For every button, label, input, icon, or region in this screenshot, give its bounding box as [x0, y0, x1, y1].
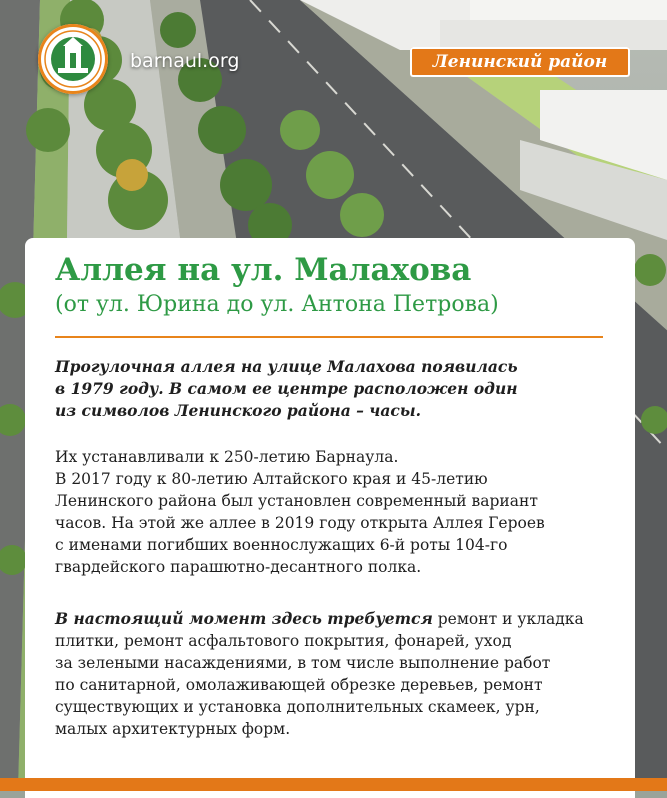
text-line: из символов Ленинского района – часы. [55, 401, 422, 420]
text-line: В 2017 году к 80-летию Алтайского края и 45-летию [55, 470, 488, 488]
text-line: существующих и установка дополнительных скамеек, урн, [55, 698, 540, 716]
text-line [55, 608, 615, 630]
city-logo[interactable] [38, 24, 108, 94]
text-line: малых архитектурных форм. [55, 720, 291, 738]
barnaul-coat-of-arms-icon [38, 24, 108, 94]
divider [55, 336, 603, 338]
lead-paragraph [55, 356, 615, 422]
text-line: в 1979 году. В самом ее центре расположен один [55, 379, 518, 398]
text-line: по санитарной, омолаживающей обрезке деревьев, ремонт [55, 676, 543, 694]
needs-paragraph [55, 608, 615, 740]
text-line: с именами погибших военнослужащих 6-й роты 104-го [55, 536, 508, 554]
page-title: Аллея на ул. Малахова [55, 252, 472, 288]
text-line: Ленинского района был установлен современный вариант [55, 492, 538, 510]
bottom-accent-bar [0, 778, 667, 791]
text-line: Прогулочная аллея на улице Малахова появилась [55, 357, 518, 376]
text-line: Их устанавливали к 250-летию Барнаула. [55, 448, 399, 466]
needs-lead: В настоящий момент здесь требуется [55, 609, 433, 628]
content-card [25, 238, 635, 798]
site-name[interactable]: barnaul.org [130, 50, 240, 72]
text-line: часов. На этой же аллее в 2019 году открыта Аллея Героев [55, 514, 545, 532]
needs-first-rest: ремонт и укладка [432, 610, 584, 628]
district-badge: Ленинский район [410, 47, 630, 77]
history-paragraph [55, 446, 615, 578]
text-line: плитки, ремонт асфальтового покрытия, фонарей, уход [55, 632, 512, 650]
page-subtitle: (от ул. Юрина до ул. Антона Петрова) [55, 292, 499, 317]
text-line: гвардейского парашютно-десантного полка. [55, 558, 422, 576]
text-line: за зелеными насаждениями, в том числе выполнение работ [55, 654, 551, 672]
